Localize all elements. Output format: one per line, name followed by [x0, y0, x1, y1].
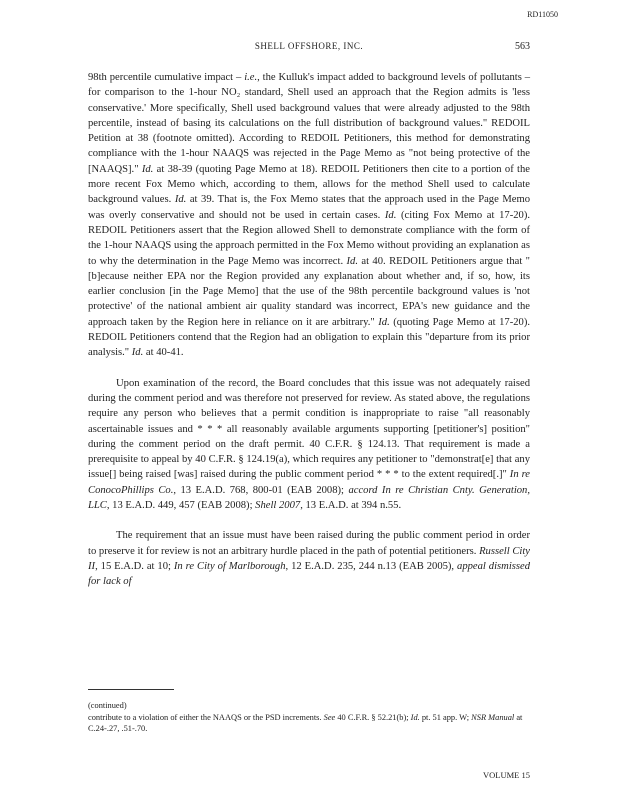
page-number: 563 — [515, 41, 530, 52]
running-head — [88, 41, 530, 53]
docket-number: RD11050 — [527, 10, 558, 19]
running-head-title: SHELL OFFSHORE, INC. — [254, 41, 364, 51]
footnote-continued-label: (continued) — [88, 701, 127, 710]
paragraph-3: The requirement that an issue must have been raised during the public comment period in order to preserve it for review is not an arbitrary hurdle placed in the path of potential petitioners. Russell City II, 15 E.A.D. at 10; In re City of Marlborough, 12 E.A.D. 235, 244 n.13 (EAB 2005), appeal dismissed for lack of — [88, 530, 531, 588]
footnotes — [88, 700, 530, 734]
footnote-text: contribute to a violation of either the NAAQS or the PSD increments. See 40 C.F.R. § 52.21(b); Id. pt. 51 app. W; NSR Manual at C.24-.27, .51-.70. — [88, 713, 523, 733]
body-text — [88, 70, 530, 590]
paragraph-2: Upon examination of the record, the Board concludes that this issue was not adequately raised during the comment period and was therefore not preserved for review. As stated above, the regulations require any person who believes that a permit condition is inappropriate to raise "all reasonably ascertainable issues and * * * all reasonably available arguments supporting [petitioner's] position" during the comment period on the draft permit. 40 C.F.R. § 124.13. That requirement is made a prerequisite to appeal by 40 C.F.R. § 124.19(a), which requires any petitioner to "demonstrat[e] that any issue[] being raised [was] raised during the public comment period * * * to the extent required[.]" In re ConocoPhillips Co., 13 E.A.D. 768, 800-01 (EAB 2008); accord In re Christian Cnty. Generation, LLC, 13 E.A.D. 449, 457 (EAB 2008); Shell 2007, 13 E.A.D. at 394 n.55. — [88, 377, 530, 512]
paragraph-1: 98th percentile cumulative impact – i.e., the Kulluk's impact added to background levels of pollutants – for comparison to the 1-hour NO₂ standard, Shell used an approach that the Region admits is 'less conservative.' More specifically, Shell used background values that were already adjusted to the 98th percentile, instead of basing its calculations on the full distribution of background values." REDOIL Petition at 38 (footnote omitted). According to REDOIL Petitioners, this method for demonstrating compliance with the 1-hour NAAQS was rejected in the Page Memo as "not being protective of the [NAAQS]." Id. at 38-39 (quoting Page Memo at 18). REDOIL Petitioners then cite to a portion of the more recent Fox Memo which, according to them, allows for the method Shell used to calculate background values. Id. at 39. That is, the Fox Memo states that the approach used in the Page Memo was overly conservative and should not be used in certain cases. Id. (citing Fox Memo at 17-20). REDOIL Petitioners assert that the Region allowed Shell to demonstrate compliance with the form of the 1-hour NAAQS using the approach permitted in the Fox Memo without providing an explanation as to why the determination in the Page Memo was incorrect. Id. at 40. REDOIL Petitioners argue that "[b]ecause neither EPA nor the Region provided any explanation about whether and, if so, how, its earlier conclusion [in the Page Memo] that the use of the 98th percentile background values is 'not protective' of the national ambient air quality standard was incorrect, EPA's new guidance and the approach taken by the Region here in reliance on it are arbitrary." Id. (quoting Page Memo at 17-20). REDOIL Petitioners contend that the Region had an obligation to explain this "departure from its prior analysis." Id. at 40-41. — [88, 72, 531, 359]
footnote-divider — [88, 689, 174, 690]
volume-label: VOLUME 15 — [483, 770, 530, 780]
